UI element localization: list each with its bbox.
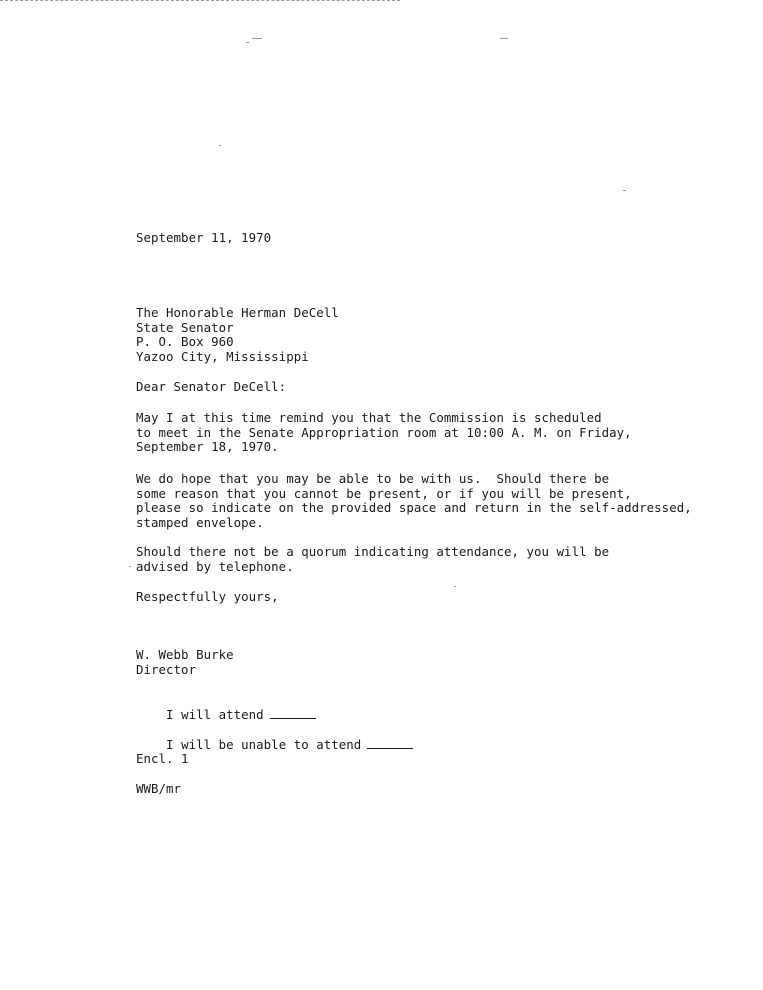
scan-speck: [454, 586, 456, 587]
signer-name: W. Webb Burke: [136, 647, 234, 662]
address-line: The Honorable Herman DeCell: [136, 305, 339, 320]
paragraph-line: advised by telephone.: [136, 558, 294, 574]
attend-yes-blank[interactable]: [270, 708, 316, 719]
body-paragraph: [136, 545, 609, 574]
paragraph-line: please so indicate on the provided space and return in the self-addressed,: [136, 500, 692, 515]
top-dashed-border: [0, 0, 400, 1]
paragraph-line: September 18, 1970.: [136, 439, 279, 454]
paragraph-line: May I at this time remind you that the Commission is scheduled: [136, 410, 602, 425]
scan-speck: [623, 190, 626, 191]
attend-yes-label: I will attend: [166, 706, 264, 722]
inside-address: [136, 306, 339, 364]
address-line: State Senator: [136, 319, 234, 335]
body-paragraph: [136, 472, 692, 530]
letter-date: September 11, 1970: [136, 230, 272, 245]
reference-initials: WWB/mr: [136, 781, 182, 796]
salutation: Dear Senator DeCell:: [136, 379, 287, 394]
signer-title: Director: [136, 661, 197, 677]
paragraph-line: some reason that you cannot be present, or if you will be present,: [136, 485, 632, 501]
address-line: P. O. Box 960: [136, 334, 234, 349]
attend-no-blank[interactable]: [367, 738, 413, 749]
signature-block: [136, 648, 234, 677]
complimentary-closing: Respectfully yours,: [136, 589, 279, 604]
paragraph-line: Should there not be a quorum indicating attendance, you will be: [136, 544, 610, 559]
paragraph-line: stamped envelope.: [136, 514, 264, 530]
scan-speck: [246, 42, 249, 43]
address-line: Yazoo City, Mississippi: [136, 348, 309, 364]
scan-speck: [252, 38, 262, 39]
body-paragraph: [136, 411, 632, 455]
scan-speck: [219, 145, 221, 146]
paragraph-line: We do hope that you may be able to be with us. Should there be: [136, 471, 610, 486]
attend-no-label: I will be unable to attend: [166, 736, 362, 752]
scan-speck: [129, 566, 131, 567]
enclosure-note: Encl. 1: [136, 751, 189, 766]
paragraph-line: to meet in the Senate Appropriation room at 10:00 A. M. on Friday,: [136, 424, 632, 440]
scan-speck: [500, 38, 508, 39]
